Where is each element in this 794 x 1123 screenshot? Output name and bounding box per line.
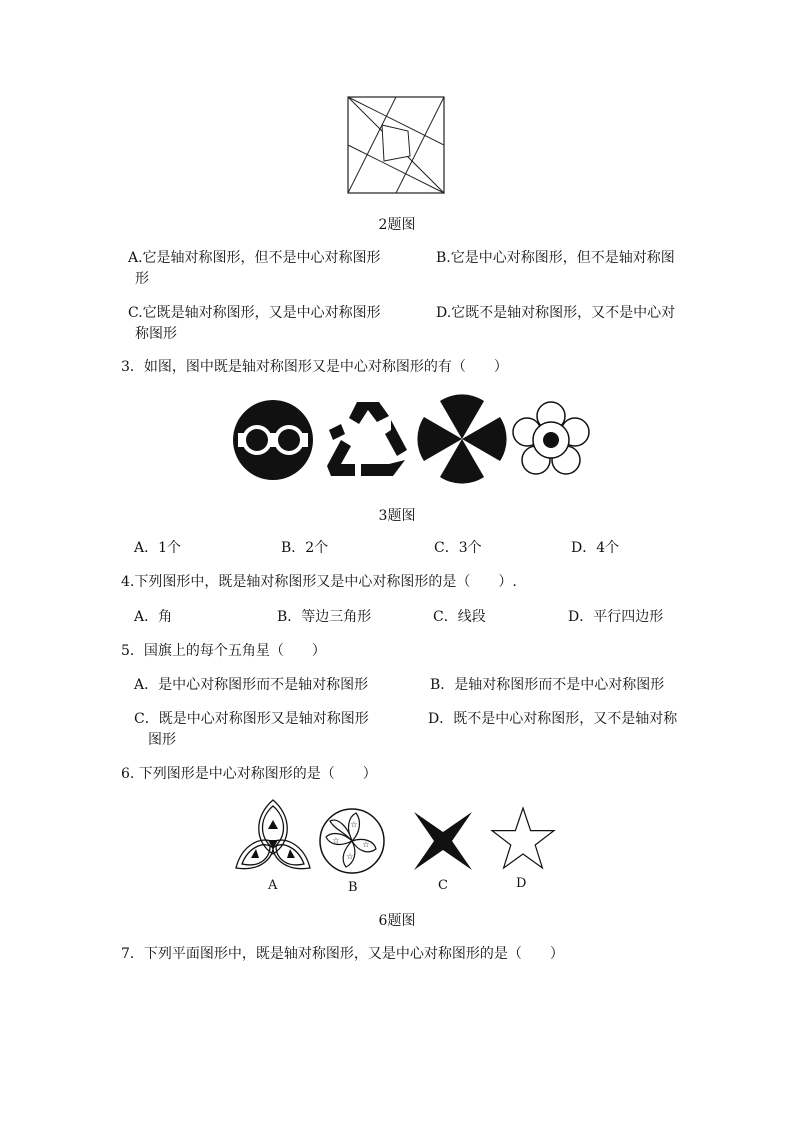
svg-text:☆: ☆ xyxy=(362,840,370,849)
q3-option-a: A．1个 xyxy=(134,540,182,556)
q4-stem: 4.下列图形中，既是轴对称图形又是中心对称图形的是（ ）. xyxy=(121,574,517,590)
q3-stem: 3．如图，图中既是轴对称图形又是中心对称图形的有（ ） xyxy=(121,359,508,375)
svg-text:☆: ☆ xyxy=(332,836,340,845)
q6-figure-label-d: D xyxy=(516,876,527,891)
q6-figure-label-a: A xyxy=(268,878,278,893)
q5-option-c: C．既是中心对称图形又是轴对称图形 xyxy=(134,711,369,727)
triquetra-triangles-icon xyxy=(234,798,312,874)
q2-option-c-wrap: 称图形 xyxy=(135,326,177,342)
q3-caption: 3题图 xyxy=(378,508,416,524)
q2-option-d: D.它既不是轴对称图形，又不是中心对 xyxy=(436,305,676,321)
q6-figure-label-c: C xyxy=(438,878,448,893)
q4-option-c: C．线段 xyxy=(433,609,486,625)
pinwheel-square-icon xyxy=(347,96,445,194)
q4-option-b: B．等边三角形 xyxy=(277,609,372,625)
flower-icon xyxy=(511,400,591,478)
q4-option-a: A．角 xyxy=(134,609,173,625)
q2-option-b: B.它是中心对称图形，但不是轴对称图 xyxy=(436,250,675,266)
four-point-star-icon xyxy=(412,810,474,872)
q6-stem: 6. 下列图形是中心对称图形的是（ ） xyxy=(121,766,377,782)
bauhinia-emblem-icon xyxy=(318,807,386,875)
q3-option-d: D．4个 xyxy=(571,540,620,556)
q5-option-b: B．是轴对称图形而不是中心对称图形 xyxy=(430,677,665,693)
q7-stem: 7．下列平面图形中，既是轴对称图形，又是中心对称图形的是（ ） xyxy=(121,946,564,962)
q3-option-b: B．2个 xyxy=(281,540,329,556)
q2-caption: 2题图 xyxy=(378,217,416,233)
svg-text:☆: ☆ xyxy=(346,852,354,861)
q5-option-a: A．是中心对称图形而不是轴对称图形 xyxy=(134,677,369,693)
five-point-star-icon xyxy=(490,806,556,870)
q6-figure-label-b: B xyxy=(348,880,358,895)
q3-option-c: C．3个 xyxy=(434,540,482,556)
q5-option-d: D．既不是中心对称图形，又不是轴对称 xyxy=(428,711,678,727)
four-blade-fan-icon xyxy=(422,399,502,479)
twin-circles-icon xyxy=(232,399,314,481)
q2-option-c: C.它既是轴对称图形，又是中心对称图形 xyxy=(128,305,381,321)
q4-option-d: D．平行四边形 xyxy=(568,609,664,625)
q2-option-a-wrap: 形 xyxy=(135,271,149,287)
q5-stem: 5．国旗上的每个五角星（ ） xyxy=(121,643,326,659)
q5-option-c-wrap: 图形 xyxy=(148,732,176,748)
recycle-arrows-icon xyxy=(327,400,409,478)
q6-caption: 6题图 xyxy=(378,913,416,929)
svg-text:☆: ☆ xyxy=(350,820,358,829)
q2-option-a: A.它是轴对称图形，但不是中心对称图形 xyxy=(128,250,381,266)
